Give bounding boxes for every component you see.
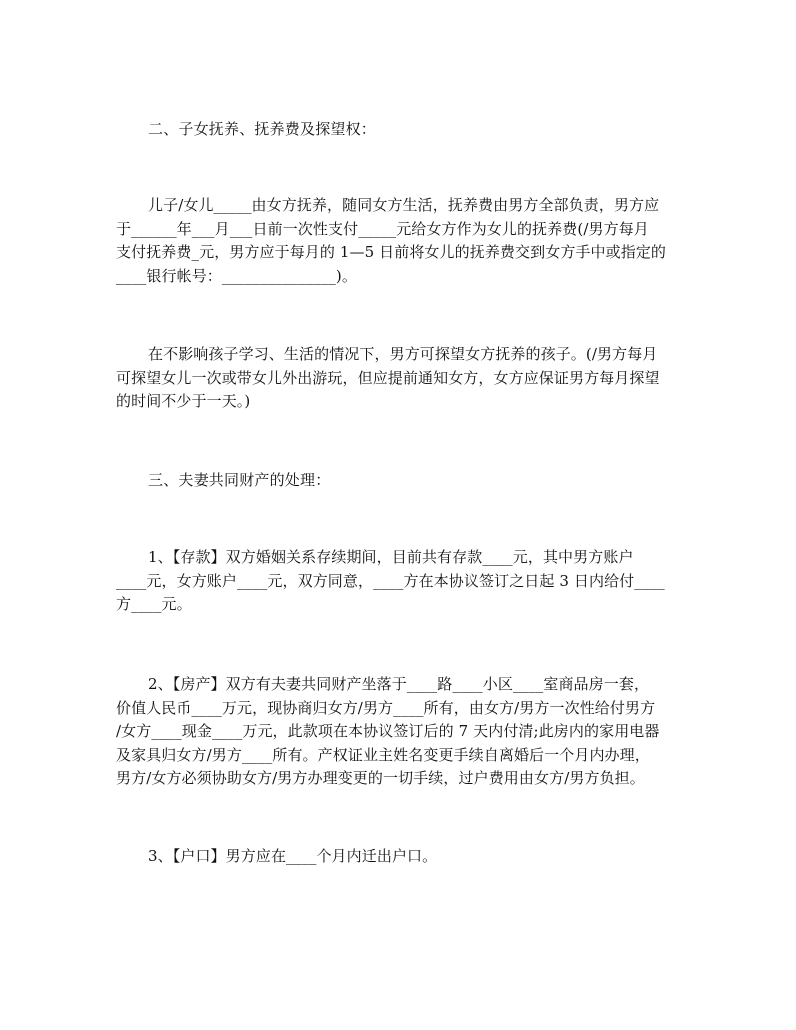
child-support-paragraph bbox=[116, 194, 684, 288]
paragraph-line: 价值人民币____万元，现协商归女方/男方____所有，由女方/男方一次性给付男方 bbox=[116, 698, 656, 717]
house-paragraph bbox=[116, 673, 684, 791]
paragraph-line: 及家具归女方/男方____所有。产权证业主姓名变更手续自离婚后一个月内办理， bbox=[116, 745, 650, 764]
paragraph-line: 支付抚养费_元，男方应于每月的 1—5 日前将女儿的抚养费交到女方手中或指定的 bbox=[116, 243, 667, 261]
visitation-paragraph bbox=[116, 343, 684, 414]
paragraph-line: 在不影响孩子学习、生活的情况下，男方可探望女方抚养的孩子。(/男方每月 bbox=[148, 345, 658, 363]
paragraph-line: 2、【房产】双方有夫妻共同财产坐落于____路____小区____室商品房一套， bbox=[148, 675, 650, 693]
paragraph-line: 可探望女儿一次或带女儿外出游玩，但应提前通知女方，女方应保证男方每月探望 bbox=[116, 368, 660, 387]
paragraph-line: ____元，女方账户____元，双方同意，____方在本协议签订之日起 3 日内给付____ bbox=[116, 571, 665, 590]
paragraph-line: 方____元。 bbox=[116, 595, 192, 613]
deposit-paragraph bbox=[116, 546, 684, 617]
paragraph-line: /女方____现金____万元，此款项在本协议签订后的 7 天内付清;此房内的家用电器 bbox=[116, 722, 660, 740]
paragraph-line: 于______年___月___日前一次性支付_____元给女方作为女儿的抚养费(/男方每月 bbox=[116, 219, 649, 238]
hukou-paragraph bbox=[116, 845, 684, 869]
paragraph-line: 3、【户口】男方应在____个月内迁出户口。 bbox=[148, 847, 438, 865]
property-heading: 三、夫妻共同财产的处理： bbox=[148, 471, 331, 489]
paragraph-line: 1、【存款】双方婚姻关系存续期间，目前共有存款____元，其中男方账户 bbox=[148, 548, 634, 566]
paragraph-line: ____银行帐号：_______________)。 bbox=[116, 266, 357, 285]
paragraph-line: 的时间不少于一天。) bbox=[116, 392, 251, 410]
paragraph-line: 儿子/女儿_____由女方抚养，随同女方生活，抚养费由男方全部负责，男方应 bbox=[148, 196, 660, 214]
paragraph-line: 男方/女方必须协助女方/男方办理变更的一切手续，过户费用由女方/男方负担。 bbox=[116, 769, 645, 787]
custody-heading: 二、子女抚养、抚养费及探望权： bbox=[148, 120, 377, 138]
